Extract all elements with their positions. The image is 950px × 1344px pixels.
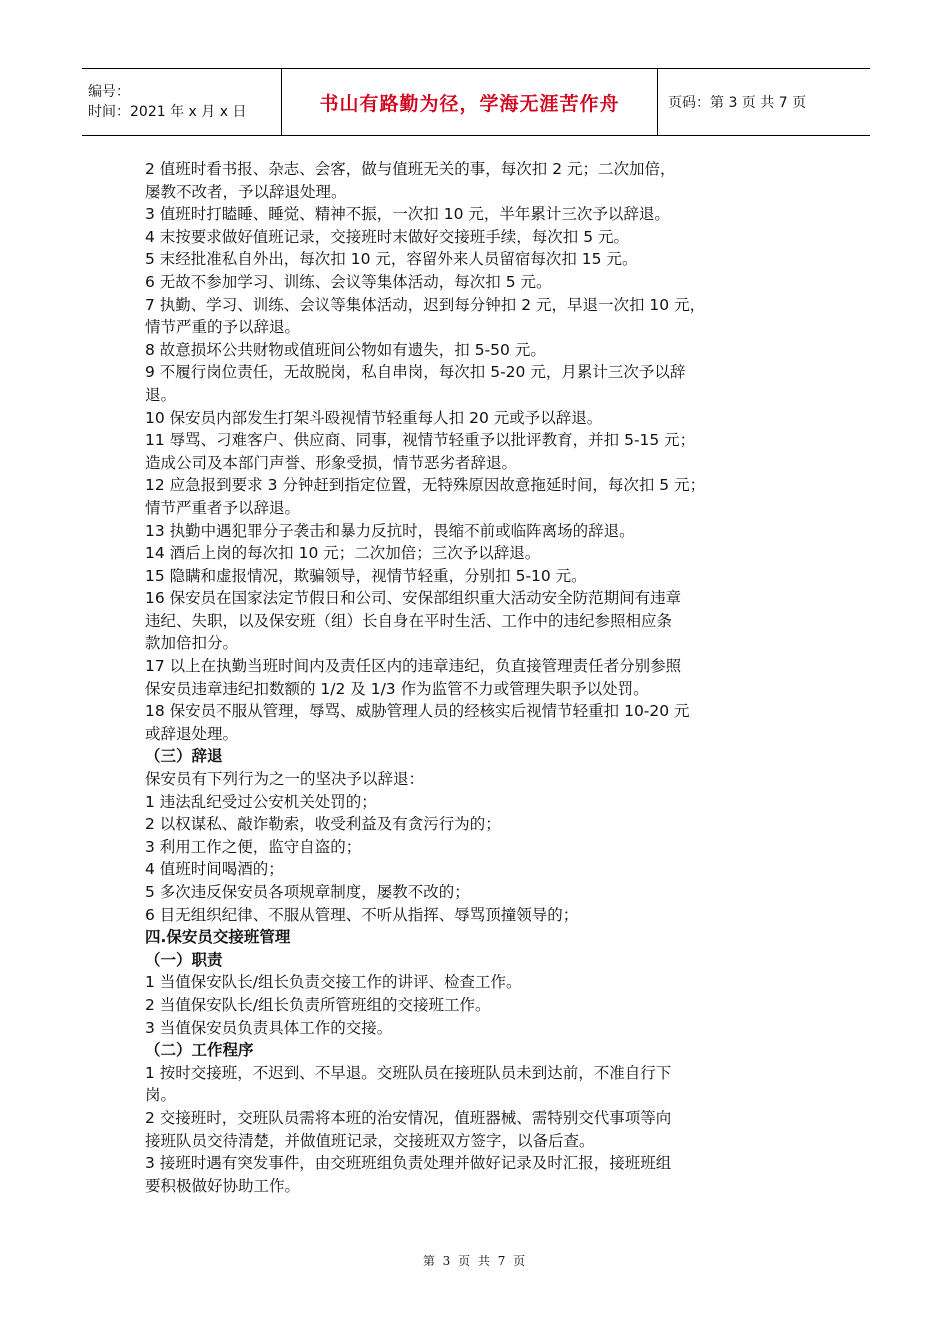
section-heading: （一）职责 — [145, 950, 223, 969]
body-line: 7 执勤、学习、训练、会议等集体活动，迟到每分钟扣 2 元，早退一次扣 10 元， — [145, 295, 706, 314]
body-line: 岗。 — [145, 1086, 177, 1105]
section-heading: （二）工作程序 — [145, 1041, 254, 1060]
header-motto: 书山有路勤为径，学海无涯苦作舟 — [319, 92, 620, 115]
body-line: 3 值班时打瞌睡、睡觉、精神不振，一次扣 10 元，半年累计三次予以辞退。 — [145, 205, 670, 224]
body-line: 6 无故不参加学习、训练、会议等集体活动，每次扣 5 元。 — [145, 272, 552, 291]
header-motto-cell — [282, 69, 658, 135]
body-line: 1 当值保安队长/组长负责交接工作的讲评、检查工作。 — [145, 973, 522, 992]
body-line: 款加倍扣分。 — [145, 634, 239, 653]
body-line: 保安员违章违纪扣数额的 1/2 及 1/3 作为监管不力或管理失职予以处罚。 — [145, 679, 649, 698]
body-line: 10 保安员内部发生打架斗殴视情节轻重每人扣 20 元或予以辞退。 — [145, 408, 603, 427]
body-line: 要积极做好协助工作。 — [145, 1176, 301, 1195]
body-line: 违纪、失职，以及保安班（组）长自身在平时生活、工作中的违纪参照相应条 — [145, 611, 673, 630]
body-line: 8 故意损坏公共财物或值班间公物如有遗失，扣 5-50 元。 — [145, 340, 546, 359]
section-heading: （三）辞退 — [145, 747, 223, 766]
body-line: 17 以上在执勤当班时间内及责任区内的违章违纪，负直接管理责任者分别参照 — [145, 657, 682, 676]
body-line: 9 不履行岗位责任，无故脱岗，私自串岗，每次扣 5-20 元，月累计三次予以辞 — [145, 363, 686, 382]
body-line: 4 末按要求做好值班记录，交接班时末做好交接班手续，每次扣 5 元。 — [145, 227, 630, 246]
body-line: 12 应急报到要求 3 分钟赶到指定位置，无特殊原因故意拖延时间，每次扣 5 元； — [145, 476, 706, 495]
header-page-cell — [658, 69, 870, 135]
document-body — [145, 158, 825, 1197]
body-line: 15 隐瞒和虚报情况，欺骗领导，视情节轻重，分别扣 5-10 元。 — [145, 566, 587, 585]
header-page-label: 页码：第 3 页 共 7 页 — [668, 95, 807, 111]
body-line: 2 值班时看书报、杂志、会客，做与值班无关的事，每次扣 2 元；二次加倍， — [145, 160, 676, 178]
body-line: 或辞退处理。 — [145, 724, 239, 743]
body-line: 3 利用工作之便，监守自盗的； — [145, 837, 362, 856]
body-line: 14 酒后上岗的每次扣 10 元；二次加倍；三次予以辞退。 — [145, 544, 541, 563]
body-line: 造成公司及本部门声誉、形象受损，情节恶劣者辞退。 — [145, 453, 518, 472]
section-heading: 四.保安员交接班管理 — [145, 928, 291, 947]
body-line: 5 末经批准私自外出，每次扣 10 元，容留外来人员留宿每次扣 15 元。 — [145, 250, 638, 269]
body-line: 屡教不改者，予以辞退处理。 — [145, 182, 347, 201]
body-line: 3 当值保安员负责具体工作的交接。 — [145, 1018, 393, 1037]
page-footer: 第 3 页 共 7 页 — [422, 1254, 528, 1268]
body-line: 接班队员交待清楚，并做值班记录，交接班双方签字，以备后查。 — [145, 1131, 595, 1150]
body-line: 1 按时交接班，不迟到、不早退。交班队员在接班队员未到达前，不准自行下 — [145, 1063, 672, 1082]
body-line: 退。 — [145, 385, 177, 404]
body-line: 2 当值保安队长/组长负责所管班组的交接班工作。 — [145, 995, 491, 1014]
body-line: 3 接班时遇有突发事件，由交班班组负责处理并做好记录及时汇报，接班班组 — [145, 1154, 672, 1173]
document-date-label: 时间：2021 年 x 月 x 日 — [88, 104, 247, 120]
body-line: 1 违法乱纪受过公安机关处罚的； — [145, 792, 377, 811]
body-line: 5 多次违反保安员各项规章制度，屡教不改的； — [145, 883, 470, 901]
body-line: 6 目无组织纪律、不服从管理、不听从指挥、辱骂顶撞领导的； — [145, 905, 579, 924]
body-line: 情节严重者予以辞退。 — [145, 498, 301, 517]
body-line: 4 值班时间喝酒的； — [145, 860, 284, 879]
body-line: 2 交接班时，交班队员需将本班的治安情况，值班器械、需特别交代事项等向 — [145, 1108, 672, 1127]
page-header — [82, 68, 870, 136]
body-line: 13 执勤中遇犯罪分子袭击和暴力反抗时，畏缩不前或临阵离场的辞退。 — [145, 521, 635, 540]
document-number-label: 编号： — [88, 84, 130, 100]
body-line: 16 保安员在国家法定节假日和公司、安保部组织重大活动安全防范期间有违章 — [145, 589, 682, 608]
body-line: 2 以权谋私、敲诈勒索，收受利益及有贪污行为的； — [145, 815, 501, 834]
body-line: 保安员有下列行为之一的坚决予以辞退： — [145, 770, 425, 789]
header-meta — [82, 69, 282, 135]
body-line: 情节严重的予以辞退。 — [145, 318, 301, 337]
body-line: 18 保安员不服从管理，辱骂、威胁管理人员的经核实后视情节轻重扣 10-20 元 — [145, 702, 690, 721]
body-line: 11 辱骂、刁难客户、供应商、同事，视情节轻重予以批评教育，并扣 5-15 元； — [145, 431, 696, 450]
